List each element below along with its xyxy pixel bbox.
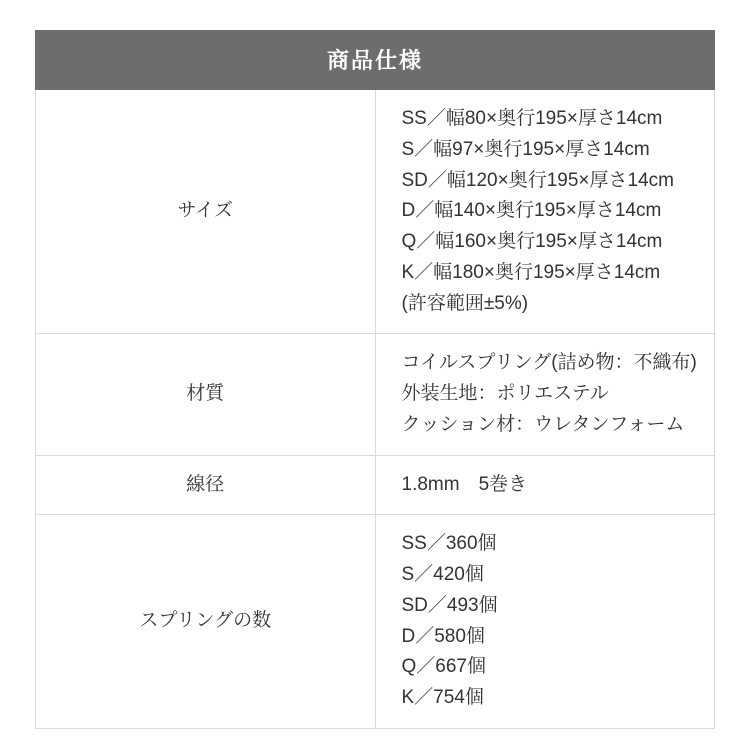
table-row bbox=[36, 455, 715, 515]
row-value-wire-diameter bbox=[375, 455, 715, 515]
spring-count-line-s: S／420個 bbox=[401, 564, 484, 586]
table-row bbox=[36, 515, 715, 729]
size-line-s: S／幅97×奥行195×厚さ14cm bbox=[401, 138, 650, 160]
wire-diameter-line: 1.8mm 5巻き bbox=[401, 473, 528, 495]
spring-count-line-q: Q／667個 bbox=[401, 656, 486, 678]
material-line-fabric: 外装生地：ポリエステル bbox=[401, 383, 609, 405]
spring-count-line-sd: SD／493個 bbox=[401, 594, 498, 616]
material-line-coil: コイルスプリング(詰め物：不織布) bbox=[401, 352, 697, 374]
table-title: 商品仕様 bbox=[36, 31, 715, 90]
row-label-spring-count: スプリングの数 bbox=[36, 515, 376, 729]
size-line-tolerance: (許容範囲±5%) bbox=[401, 292, 529, 314]
size-line-d: D／幅140×奥行195×厚さ14cm bbox=[401, 200, 662, 222]
table-row bbox=[36, 334, 715, 455]
size-line-k: K／幅180×奥行195×厚さ14cm bbox=[401, 261, 661, 283]
row-value-material bbox=[375, 334, 715, 455]
table-row bbox=[36, 90, 715, 334]
spring-count-line-ss: SS／360個 bbox=[401, 533, 497, 555]
size-line-sd: SD／幅120×奥行195×厚さ14cm bbox=[401, 169, 674, 191]
row-label-wire-diameter: 線径 bbox=[36, 455, 376, 515]
size-line-ss: SS／幅80×奥行195×厚さ14cm bbox=[401, 108, 663, 129]
row-label-size: サイズ bbox=[36, 90, 376, 334]
product-spec-table bbox=[35, 30, 715, 729]
row-value-size bbox=[375, 90, 715, 334]
row-label-material: 材質 bbox=[36, 334, 376, 455]
table-title-row bbox=[36, 31, 715, 90]
size-line-q: Q／幅160×奥行195×厚さ14cm bbox=[401, 231, 663, 253]
row-value-spring-count bbox=[375, 515, 715, 729]
material-line-cushion: クッション材：ウレタンフォーム bbox=[401, 413, 685, 435]
spring-count-line-d: D／580個 bbox=[401, 625, 485, 647]
spring-count-line-k: K／754個 bbox=[401, 687, 484, 709]
